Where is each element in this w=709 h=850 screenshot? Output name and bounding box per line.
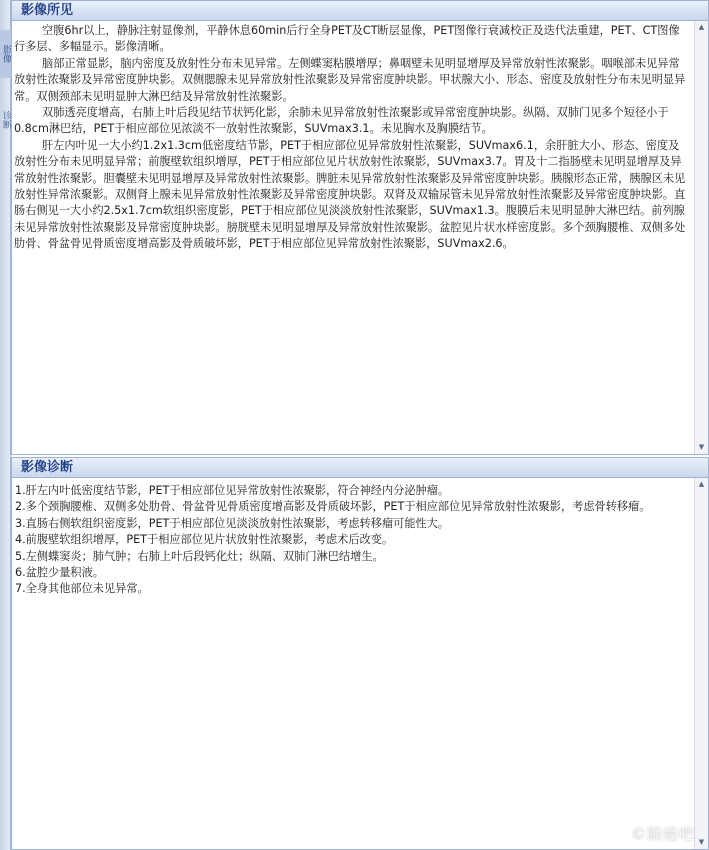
left-tab-2-label-2: 断 — [1, 120, 11, 129]
diagnosis-item: 5.左侧蝶窦炎；肺气肿；右肺上叶后段钙化灶；纵隔、双肺门淋巴结增生。 — [15, 549, 384, 563]
findings-paragraph: 双肺透亮度增高，右肺上叶后段见结节状钙化影，余肺未见异常放射性浓聚影或异常密度肿块影。纵隔、双肺门见多个短径小于0.8cm淋巴结，PET于相应部位见浓淡不一放射性浓聚影，SUVmax3.1。未见胸水及胸膜结节。 — [14, 106, 669, 136]
findings-text-area[interactable] — [12, 21, 694, 454]
diagnosis-item: 2.多个颈胸腰椎、双侧多处肋骨、骨盆骨见骨质密度增高影及骨质破坏影，PET于相应部位见异常放射性浓聚影，考虑骨转移瘤。 — [15, 500, 651, 514]
diagnosis-item: 4.前腹壁软组织增厚，PET于相应部位见片状放射性浓聚影，考虑术后改变。 — [15, 533, 394, 547]
left-tab-1-label: 影 — [1, 45, 11, 54]
diagnosis-text-area[interactable] — [12, 478, 694, 849]
diagnosis-item: 3.直肠右侧软组织密度影，PET于相应部位见淡淡放射性浓聚影，考虑转移瘤可能性大。 — [15, 516, 450, 530]
watermark: ©肺癌吧 — [630, 825, 695, 843]
diagnosis-item: 1.肝左内叶低密度结节影，PET于相应部位见异常放射性浓聚影，符合神经内分泌肿瘤。 — [15, 484, 450, 497]
diagnosis-item: 7.全身其他部位未见异常。 — [15, 582, 149, 596]
findings-panel — [11, 0, 709, 455]
diagnosis-scrollbar[interactable] — [694, 478, 708, 849]
diagnosis-item: 6.盆腔少量积液。 — [15, 566, 104, 580]
scroll-up-icon[interactable]: ▲ — [698, 23, 705, 31]
left-tab-1[interactable] — [0, 30, 11, 78]
left-tab-strip — [0, 0, 11, 850]
findings-title: 影像所见 — [12, 1, 708, 21]
left-tab-2-label: 诊 — [1, 111, 11, 120]
diagnosis-panel — [11, 457, 709, 850]
findings-paragraph: 空腹6hr以上，静脉注射显像剂，平静休息60min后行全身PET及CT断层显像，PET图像行衰减校正及迭代法重建，PET、CT图像行多层、多幅显示。影像清晰。 — [14, 24, 680, 54]
scroll-down-icon[interactable]: ▼ — [698, 443, 705, 451]
left-tab-2[interactable] — [0, 96, 11, 144]
findings-scrollbar[interactable] — [694, 21, 708, 454]
findings-paragraph: 肝左内叶见一大小约1.2x1.3cm低密度结节影，PET于相应部位见异常放射性浓聚影，SUVmax6.1，余肝脏大小、形态、密度及放射性分布未见明显异常；前腹壁软组织增厚，PET于相应部位见片状放射性浓聚影，SUVmax3.7。胃及十二指肠壁未见明显增厚及异常放射性浓聚影。胆囊壁未见明显增厚及异常放射性浓聚影。脾脏未见异常放射性浓聚影及异常密度肿块影。胰腺形态正常，胰腺区未见放射性异常浓聚影。双侧肾上腺未见异常放射性浓聚影及异常密度肿块影。双肾及双输尿管未见异常放射性浓聚影及异常密度肿块影。直肠右侧见一大小约2.5x1.7cm软组织密度影，PET于相应部位见淡淡放射性浓聚影，SUVmax1.3。腹膜后未见明显肿大淋巴结。前列腺未见异常放射性浓聚影及异常密度肿块影。膀胱壁未见明显增厚及异常放射性浓聚影。盆腔见片状水样密度影。多个颈胸腰椎、双侧多处肋骨、骨盆骨见骨质密度增高影及骨质破坏影，PET于相应部位见异常放射性浓聚影，SUVmax2.6。 — [14, 138, 686, 251]
diagnosis-title: 影像诊断 — [12, 458, 708, 478]
scroll-down-icon[interactable]: ▼ — [698, 838, 705, 846]
scroll-up-icon[interactable]: ▲ — [698, 480, 705, 488]
left-tab-1-label-2: 像 — [1, 54, 11, 63]
findings-paragraph: 脑部正常显影，脑内密度及放射性分布未见异常。左侧蝶窦粘膜增厚；鼻咽壁未见明显增厚及异常放射性浓聚影。咽喉部未见异常放射性浓聚影及异常密度肿块影。双侧腮腺未见异常放射性浓聚影及异常密度肿块影。甲状腺大小、形态、密度及放射性分布未见明显异常。双侧颈部未见明显肿大淋巴结及异常放射性浓聚影。 — [14, 56, 686, 103]
